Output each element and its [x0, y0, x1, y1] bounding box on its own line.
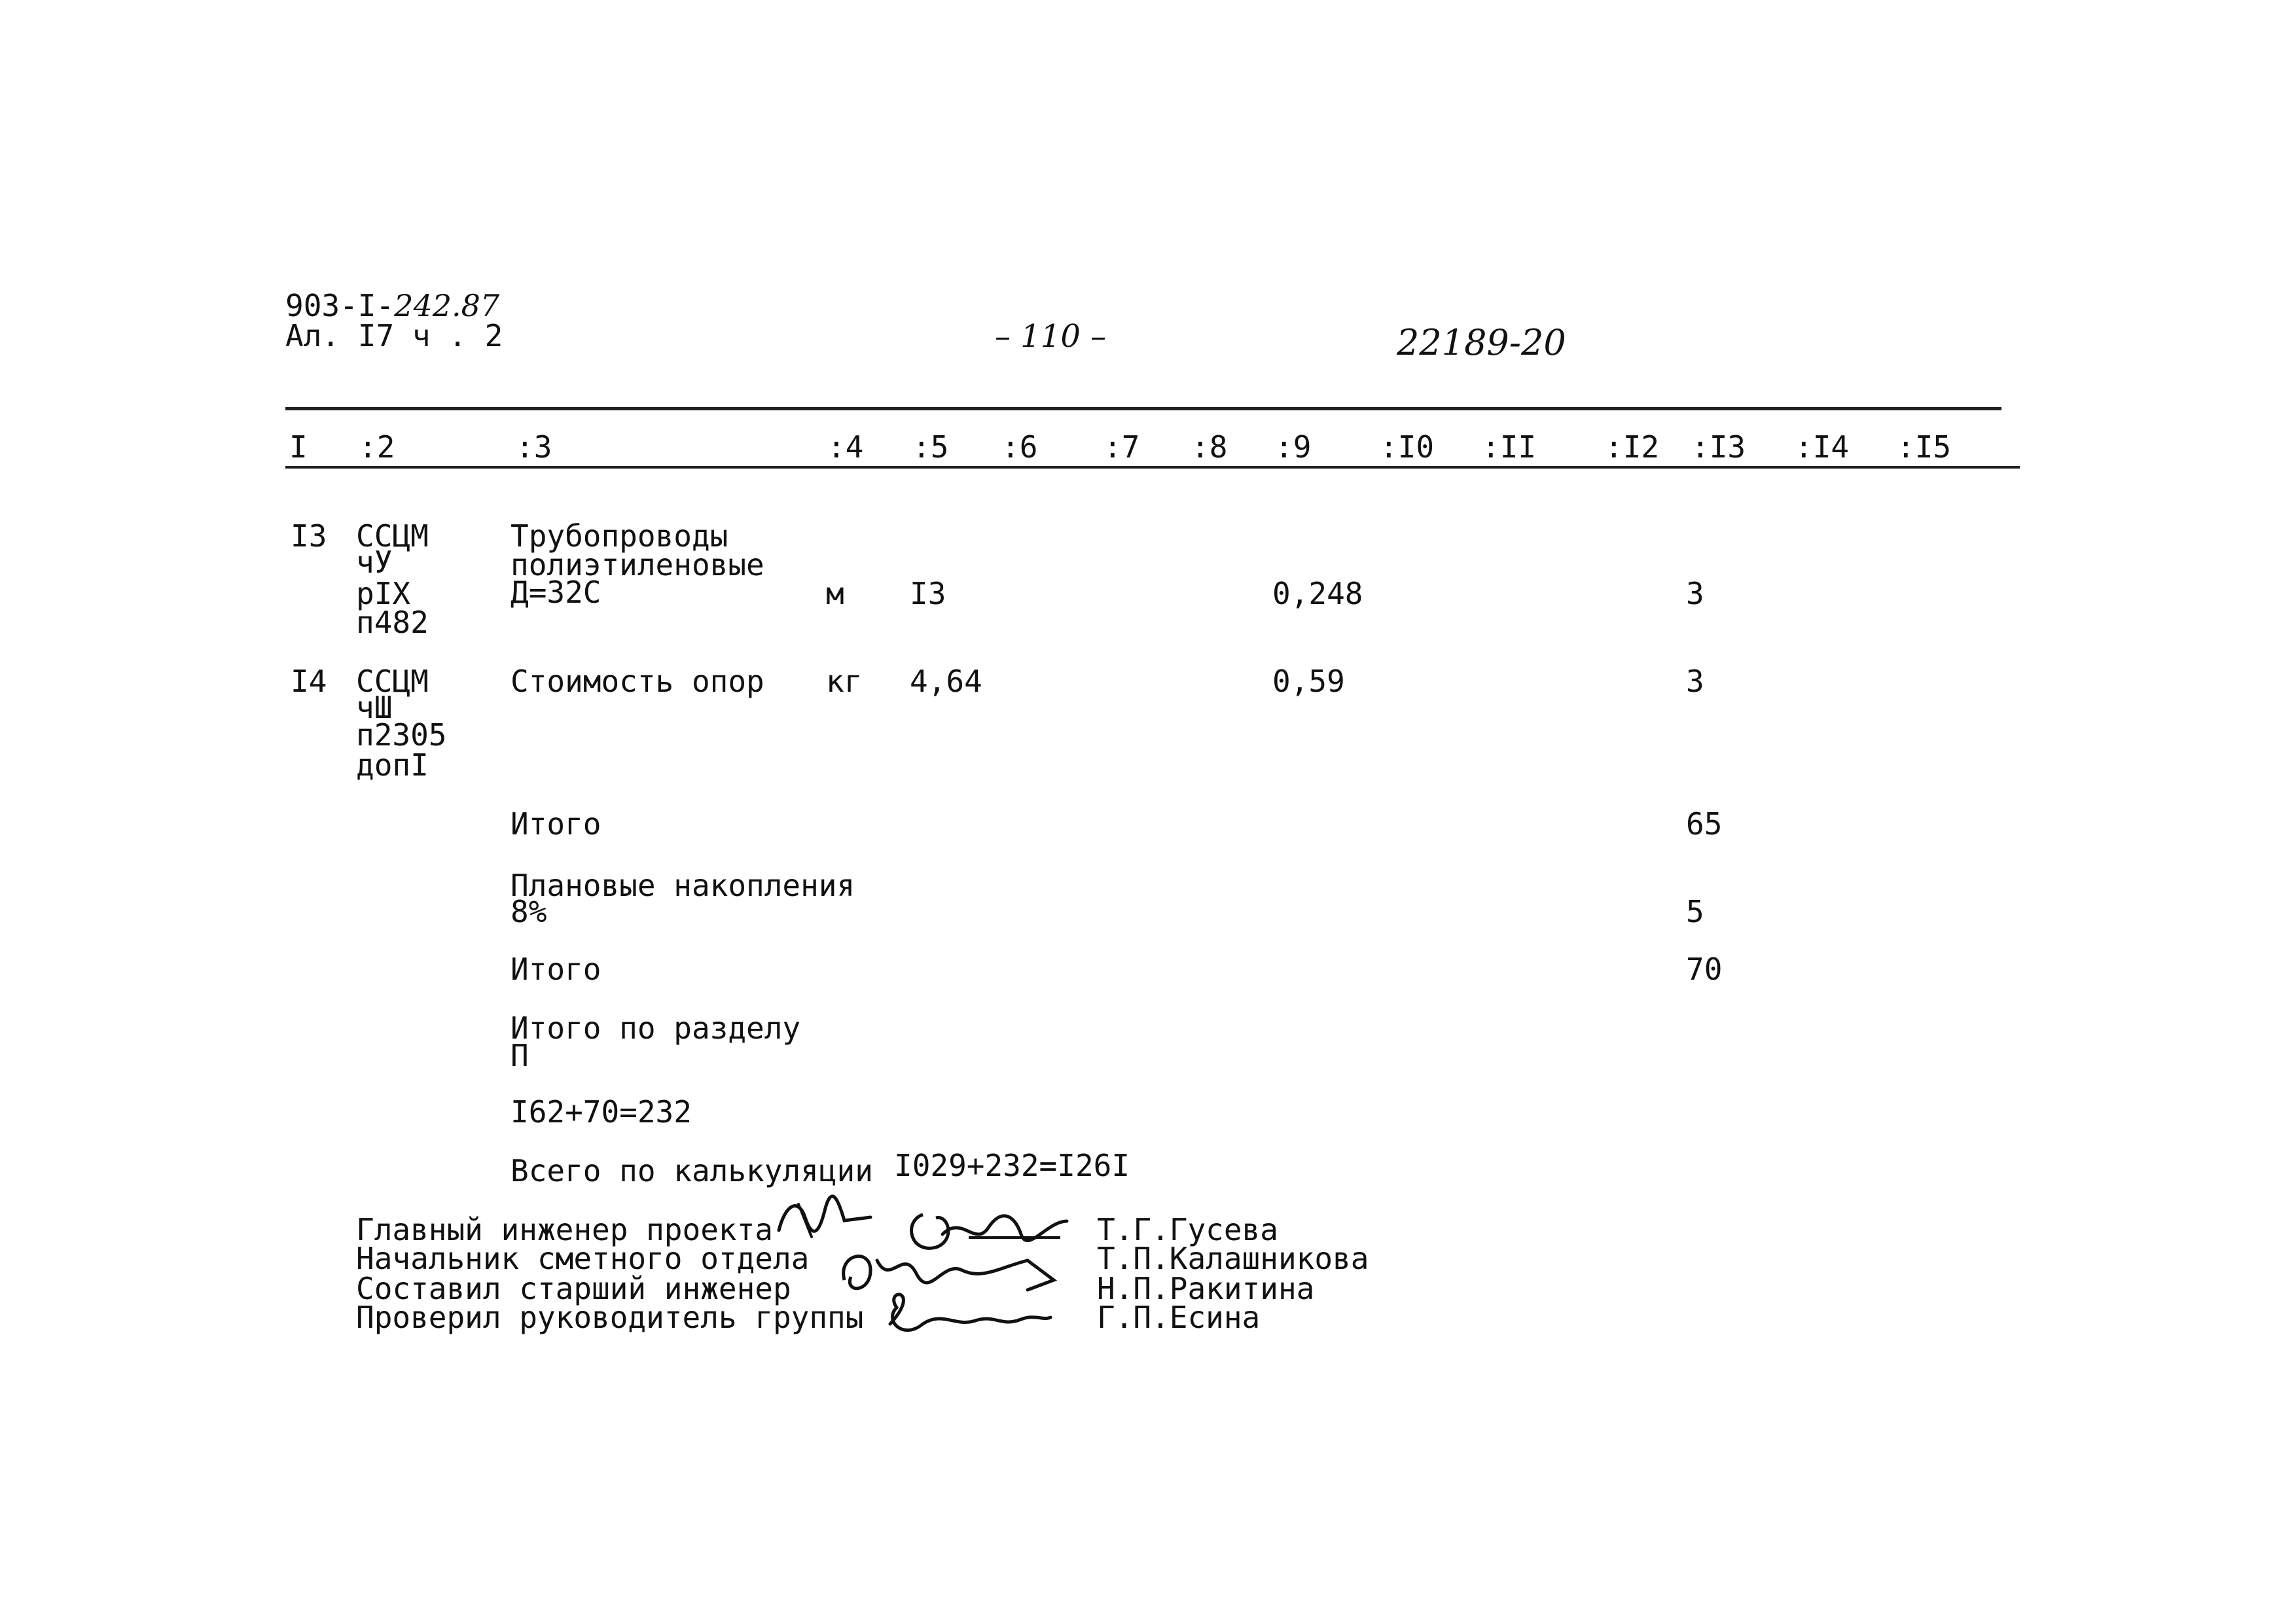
column-header-9: :9: [1275, 429, 1312, 465]
row-total: 3: [1686, 664, 1704, 699]
subtotal-value: 65: [1686, 806, 1723, 842]
column-header-12: :I2: [1605, 429, 1660, 465]
row-code-line: ССЦМ: [356, 518, 429, 554]
signature-role: Проверил руководитель группы: [356, 1300, 864, 1335]
row-name-line: Стоимость опор: [511, 664, 764, 699]
signature-role: Начальник сметного отдела: [356, 1241, 810, 1276]
row-code-line: чУ: [356, 544, 393, 580]
column-header-4: :4: [827, 429, 864, 465]
row-code-line: допI: [356, 747, 429, 783]
column-header-14: :I4: [1795, 429, 1850, 465]
section-total-formula: I62+70=232: [511, 1094, 692, 1130]
signature-name: Т.Г.Гусева: [1097, 1212, 1278, 1247]
top-rule: [285, 407, 2001, 410]
row-code-line: рIX: [356, 576, 411, 611]
signature-name: Г.П.Есина: [1097, 1300, 1261, 1335]
signature-scribble-1: [772, 1191, 877, 1243]
page-number: – 110 –: [995, 318, 1107, 355]
row-unit: м: [826, 576, 844, 611]
signature-name: Т.П.Калашникова: [1097, 1241, 1369, 1276]
total-label: Итого: [511, 952, 601, 987]
row-price: 0,248: [1272, 576, 1363, 611]
planned-savings-value: 5: [1686, 894, 1704, 929]
column-header-5: :5: [912, 429, 949, 465]
section-total-label-2: П: [511, 1038, 529, 1073]
signature-role: Главный инженер проекта: [356, 1212, 773, 1247]
row-unit: кг: [826, 664, 863, 699]
column-header-13: :I3: [1691, 429, 1746, 465]
document-number: 22189-20: [1397, 322, 1566, 363]
album-reference: Ал. I7 ч . 2: [285, 318, 503, 353]
planned-savings-label: Плановые накопления: [511, 868, 855, 903]
column-header-7: :7: [1103, 429, 1140, 465]
grand-total-formula: I029+232=I26I: [894, 1148, 1130, 1183]
row-quantity: 4,64: [910, 664, 982, 699]
row-code-line: ССЦМ: [356, 664, 429, 699]
column-header-15: :I5: [1897, 429, 1952, 465]
column-header-11: :II: [1482, 429, 1537, 465]
column-header-2: :2: [359, 429, 395, 465]
signature-esina: [884, 1288, 1054, 1340]
row-code-line: чШ: [356, 690, 393, 725]
row-price: 0,59: [1272, 664, 1345, 699]
column-header-8: :8: [1191, 429, 1228, 465]
column-header-6: :6: [1001, 429, 1038, 465]
row-total: 3: [1686, 576, 1704, 611]
section-total-label: Итого по разделу: [511, 1010, 801, 1046]
row-code-line: п482: [356, 605, 429, 640]
document-code-handwritten: 242.87: [394, 288, 500, 323]
row-quantity: I3: [910, 576, 946, 611]
document-code: [285, 288, 500, 323]
document-code-prefix: 903-I-: [285, 288, 395, 323]
grand-total-label: Всего по калькуляции: [511, 1153, 873, 1188]
row-name-line: полиэтиленовые: [511, 547, 764, 582]
row-name-line: Д=32С: [511, 575, 601, 610]
signature-name: Н.П.Ракитина: [1097, 1271, 1315, 1306]
column-header-3: :3: [516, 429, 552, 465]
column-header-1: I: [289, 429, 308, 465]
row-code-line: п2305: [356, 717, 447, 753]
subtotal-label: Итого: [511, 806, 601, 842]
total-value: 70: [1686, 952, 1723, 987]
column-header-10: :I0: [1380, 429, 1435, 465]
row-number: I4: [291, 664, 327, 699]
planned-savings-percent: 8%: [511, 894, 547, 929]
header-rule: [285, 466, 2020, 469]
signature-role: Составил старший инженер: [356, 1271, 791, 1306]
row-number: I3: [291, 518, 327, 554]
row-name-line: Трубопроводы: [511, 518, 728, 554]
